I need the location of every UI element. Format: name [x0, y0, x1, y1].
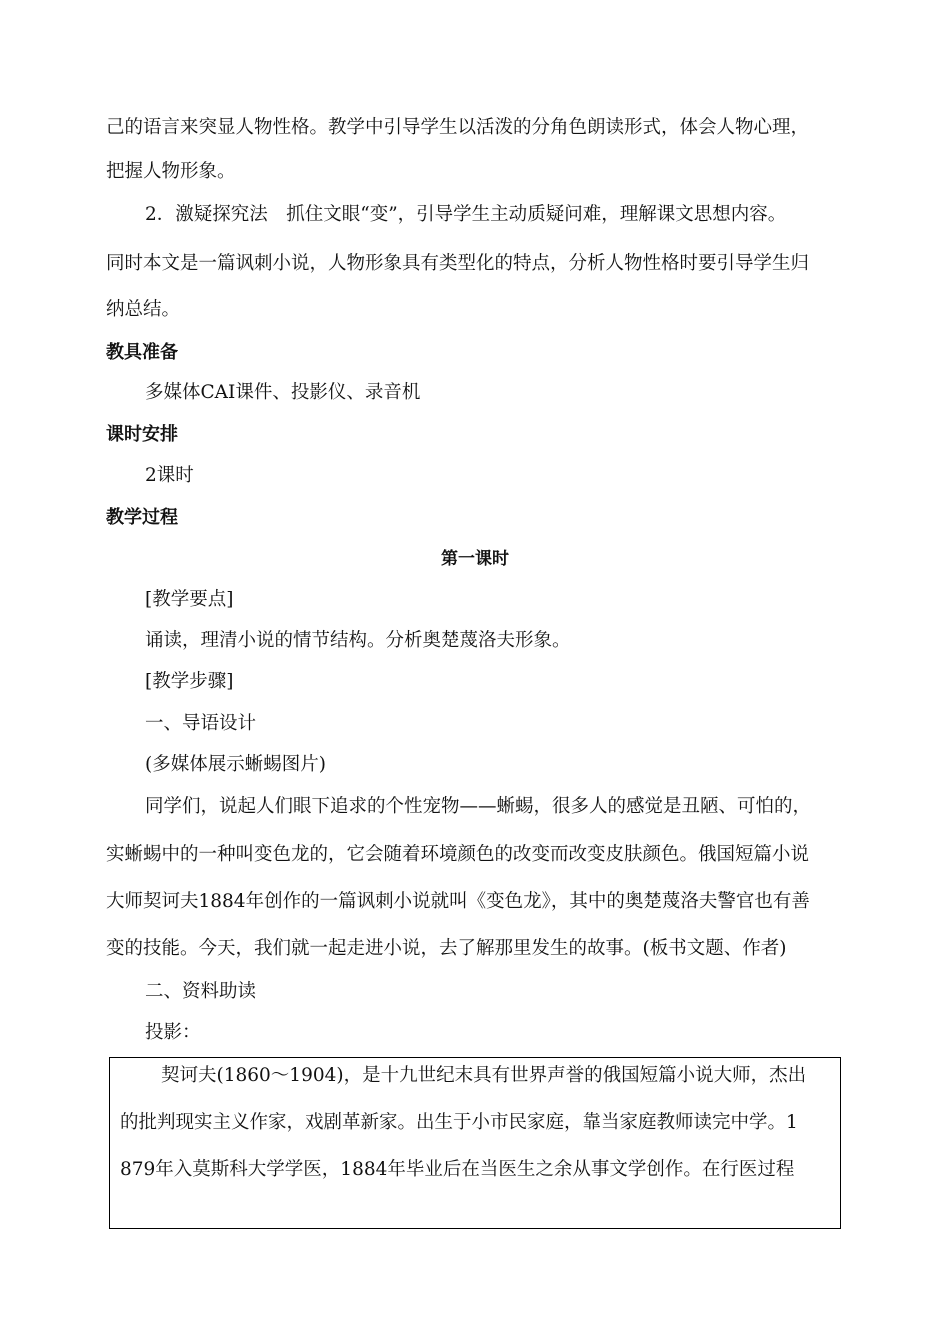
key-points-label: [教学要点] — [145, 589, 234, 610]
projection-box — [109, 1057, 841, 1229]
step1-text-line-3: 大师契诃夫1884年创作的一篇讽刺小说就叫《变色龙》，其中的奥楚蔑洛夫警官也有善 — [106, 891, 810, 912]
step1-text-line-4: 变的技能。今天，我们就一起走进小说，去了解那里发生的故事。(板书文题、作者) — [106, 938, 787, 959]
method2-line-3: 纳总结。 — [106, 299, 181, 320]
schedule-content: 2课时 — [145, 465, 194, 486]
method2-line-1: 2．激疑探究法 抓住文眼“变”，引导学生主动质疑问难，理解课文思想内容。 — [145, 204, 787, 225]
projection-label: 投影： — [145, 1022, 201, 1043]
equipment-content: 多媒体CAI课件、投影仪、录音机 — [145, 382, 421, 403]
method2-line-2: 同时本文是一篇讽刺小说，人物形象具有类型化的特点，分析人物性格时要引导学生归 — [106, 253, 810, 274]
projection-line-3: 879年入莫斯科大学学医，1884年毕业后在当医生之余从事文学创作。在行医过程 — [120, 1159, 795, 1180]
lesson-title: 第一课时 — [441, 549, 509, 569]
step2-title: 二、资料助读 — [145, 981, 257, 1002]
process-heading: 教学过程 — [106, 507, 178, 528]
schedule-heading: 课时安排 — [106, 424, 178, 445]
projection-line-2: 的批判现实主义作家，戏剧革新家。出生于小市民家庭，靠当家庭教师读完中学。1 — [120, 1112, 798, 1133]
step1-text-line-2: 实蜥蜴中的一种叫变色龙的，它会随着环境颜色的改变而改变皮肤颜色。俄国短篇小说 — [106, 844, 810, 865]
step1-text-line-1: 同学们，说起人们眼下追求的个性宠物——蜥蜴，很多人的感觉是丑陋、可怕的， — [145, 796, 812, 817]
step1-title: 一、导语设计 — [145, 713, 257, 734]
step1-note: (多媒体展示蜥蜴图片) — [145, 754, 326, 775]
intro-line-2: 把握人物形象。 — [106, 161, 236, 182]
steps-label: [教学步骤] — [145, 671, 234, 692]
key-points-text: 诵读，理清小说的情节结构。分析奥楚蔑洛夫形象。 — [145, 630, 571, 651]
equipment-heading: 教具准备 — [106, 342, 178, 363]
intro-line-1: 己的语言来突显人物性格。教学中引导学生以活泼的分角色朗读形式，体会人物心理， — [106, 117, 810, 138]
projection-line-1: 契诃夫(1860～1904)，是十九世纪末具有世界声誉的俄国短篇小说大师，杰出 — [161, 1065, 807, 1086]
